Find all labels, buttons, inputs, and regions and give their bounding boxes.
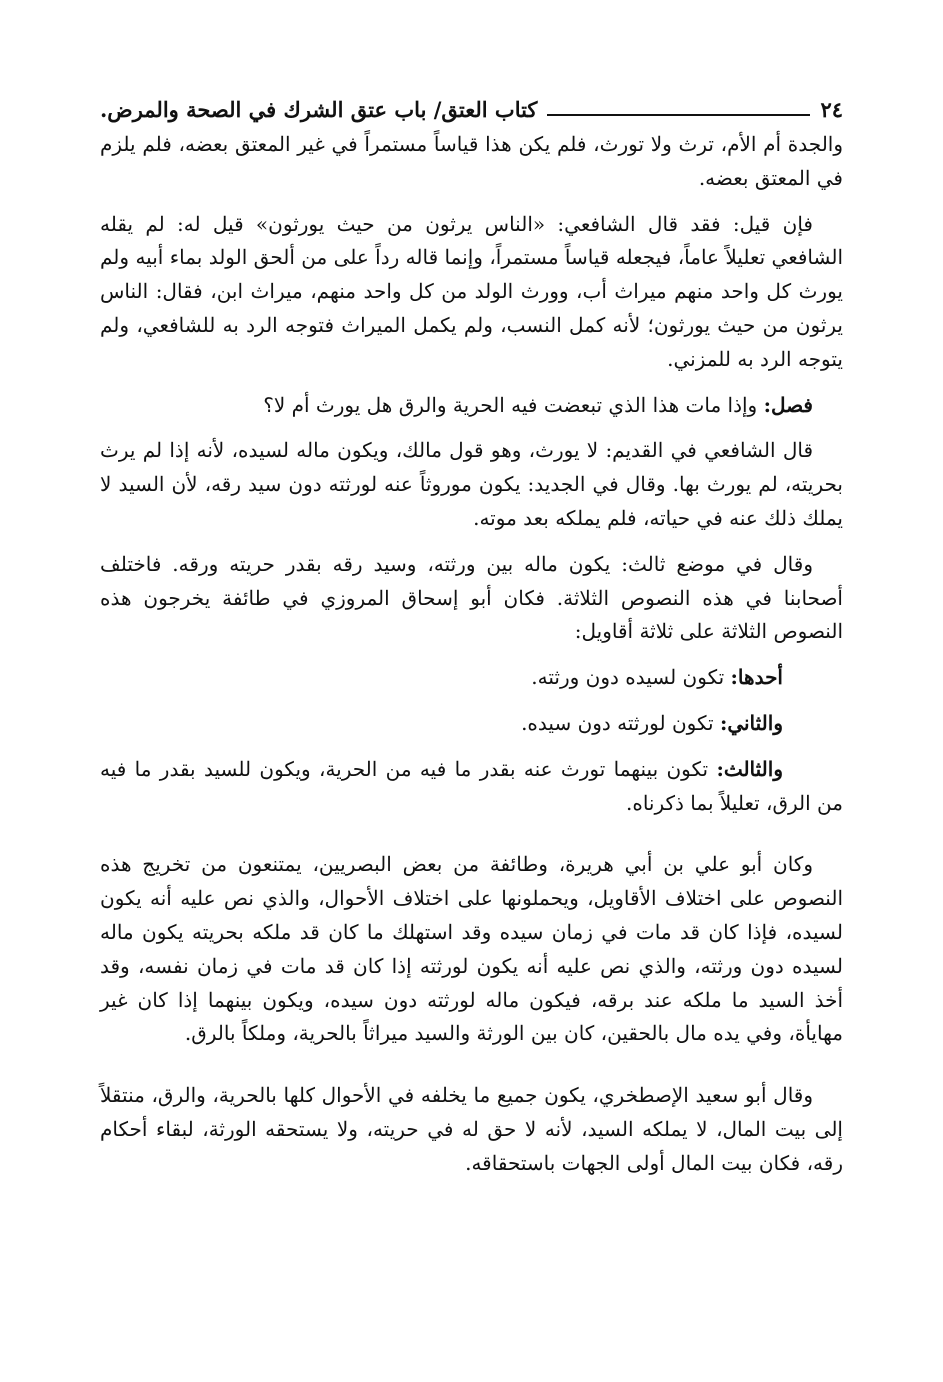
opinion-two-label: والثاني: — [719, 710, 783, 735]
paragraph-8-text: تكون بينهما تورث عنه بقدر ما فيه من الحرية، ويكون للسيد بقدر ما فيه من الرق، تعليلاً بما ذكرناه. — [100, 756, 843, 815]
section-heading: فصل: — [763, 392, 813, 417]
paragraph-7 — [100, 707, 843, 741]
running-title: كتاب العتق/ باب عتق الشرك في الصحة والمرض. — [100, 97, 538, 122]
paragraph-gap — [100, 741, 843, 753]
header-rule — [547, 114, 810, 116]
paragraph-gap — [100, 820, 843, 848]
opinion-three-label: والثالث: — [716, 756, 783, 781]
page-body — [100, 128, 843, 1181]
paragraph-gap — [100, 1051, 843, 1079]
paragraph-2: فإن قيل: فقد قال الشافعي: «الناس يرثون من حيث يورثون» قيل له: لم يقله الشافعي تعليلاً عاماً، فيجعله قياساً مستمراً، وإنما قاله رداً على من ألحق الولد بماء أبيه ولم يورث كل واحد منهم ميراث أب، وورث الولد من كل واحد منهم، ميراث ابن، فقال: الناس يرثون من حيث يورثون؛ لأنه كمل النسب، ولم يكمل الميراث فتوجه الرد به للشافعي، ولم يتوجه الرد به للمزني. — [100, 211, 843, 371]
paragraph-gap — [100, 649, 843, 661]
paragraph-10: وقال أبو سعيد الإصطخري، يكون جميع ما يخلفه في الأحوال كلها بالحرية، والرق، منتقلاً إلى بيت المال، لا يملكه السيد، لأنه لا حق له في حريته، ولا يستحقه الورثة، لبقاء أحكام رقه، فكان بيت المال أولى الجهات باستحقاقه. — [100, 1083, 843, 1175]
paragraph-6 — [100, 661, 843, 695]
paragraph-gap — [100, 695, 843, 707]
paragraph-6-text: تكون لسيده دون ورثته. — [531, 665, 731, 690]
paragraph-5: وقال في موضع ثالث: يكون ماله بين ورثته، وسيد رقه بقدر حريته ورقه. فاختلف أصحابنا في هذه النصوص الثلاثة. فكان أبو إسحاق المروزي في طائفة يخرجون هذه النصوص الثلاثة على ثلاثة أقاويل: — [100, 551, 843, 644]
paragraph-9: وكان أبو علي بن أبي هريرة، وطائفة من بعض البصريين، يمتنعون من تخريج هذه النصوص على اختلاف الأقاويل، ويحملونها على اختلاف الأحوال، والذي نص عليه أنه يكون لسيده، فإذا كان قد مات في زمان سيده وقد استهلك ما كان قد ملكه بحريته يكون ماله لسيده دون ورثته، والذي نص عليه أنه يكون لورثته إذا كان قد مات في زمان نفسه، وقد أخذ السيد ما ملكه عند برقه، فيكون ماله لورثته دون سيده، ويكون بينهما إذا كان غير مهايأة، وفي يده مال بالحقين، كان بين الورثة والسيد ميراثاً بالحرية، وملكاً بالرق. — [100, 852, 843, 1046]
paragraph-gap — [100, 196, 843, 208]
paragraph-gap — [100, 422, 843, 434]
page-number: ٢٤ — [820, 97, 843, 122]
paragraph-3-text: وإذا مات هذا الذي تبعضت فيه الحرية والرق هل يورث أم لا؟ — [263, 392, 764, 417]
page-header — [100, 92, 843, 122]
paragraph-3 — [100, 389, 843, 423]
paragraph-gap — [100, 536, 843, 548]
paragraph-4: قال الشافعي في القديم: لا يورث، وهو قول مالك، ويكون ماله لسيده، لأنه إذا لم يرث بحريته، لم يورث بها. وقال في الجديد: يكون موروثاً عنه لورثته دون سيد رقه، لأن السيد لا يملك ذلك عنه في حياته، فلم يملكه بعد موته. — [100, 438, 843, 530]
paragraph-1: والجدة أم الأم، ترث ولا تورث، فلم يكن هذا قياساً مستمراً في غير المعتق بعضه، فلم يلزم في المعتق بعضه. — [100, 132, 843, 190]
opinion-one-label: أحدها: — [730, 665, 783, 690]
paragraph-7-text: تكون لورثته دون سيده. — [521, 710, 720, 735]
paragraph-8 — [100, 753, 843, 821]
paragraph-gap — [100, 377, 843, 389]
